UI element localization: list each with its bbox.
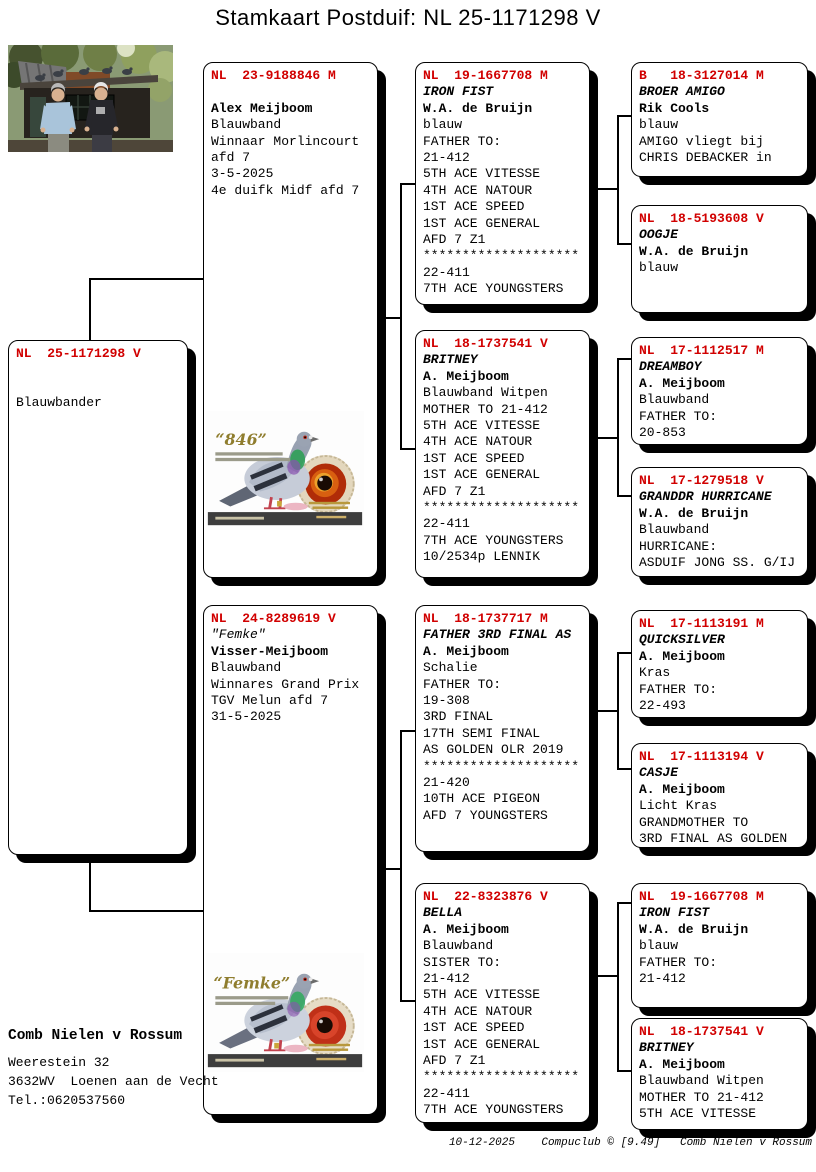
pedigree-text-line: afd 7 (211, 150, 251, 166)
pedigree-text-line: QUICKSILVER (639, 632, 725, 648)
pedigree-box-ggp6 (631, 743, 808, 848)
ring-number: NL 18-1737541 V (423, 336, 548, 351)
pedigree-text-line: 1ST ACE GENERAL (423, 215, 541, 231)
page-title: Stamkaart Postduif: NL 25-1171298 V (215, 5, 601, 30)
bar-text-blur (309, 1044, 350, 1046)
pedigree-text-line: Winnares Grand Prix (211, 676, 360, 692)
connector-segment (89, 855, 91, 911)
bar-text-blur (309, 502, 350, 504)
pedigree-text-line: AMIGO vliegt bij (639, 133, 764, 149)
pedigree-text-line: 20-853 (639, 425, 686, 441)
connector-segment (89, 910, 203, 912)
pedigree-text-line: ******************** (423, 1069, 580, 1085)
ring-number: B 18-3127014 M (639, 68, 764, 83)
footer-credit: 10-12-2025 Compuclub © [9.49] Comb Nielen v Rossum (448, 1137, 812, 1149)
connector-segment (617, 768, 631, 770)
pedigree-text-line: W.A. de Bruijn (639, 505, 749, 521)
pedigree-text-line: IRON FIST (423, 84, 494, 100)
pedigree-text-line (16, 362, 181, 378)
pedigree-text-line: MOTHER TO 21-412 (423, 401, 548, 417)
pedigree-box-ggp3 (631, 337, 808, 445)
pedigree-text-line: FATHER TO: (423, 676, 502, 692)
pedigree-text-line: MOTHER TO 21-412 (639, 1089, 764, 1105)
pigeon-photo-846 (206, 407, 364, 534)
pedigree-text-line: Blauwband (423, 938, 494, 954)
pedigree-text-line: blauw (639, 938, 679, 954)
bar-text-blur (316, 1058, 346, 1060)
ring-number: NL 17-1112517 M (639, 343, 764, 358)
pedigree-text-line: Kras (639, 665, 671, 681)
bar-text-blur (313, 1048, 349, 1050)
pedigree-text-line: Licht Kras (639, 798, 718, 814)
pedigree-text-line: FATHER TO: (639, 408, 718, 424)
pedigree-text-line: AS GOLDEN OLR 2019 (423, 742, 564, 758)
pedigree-text-line: 22-411 (423, 516, 470, 532)
pedigree-text-line: Blauwband (639, 392, 710, 408)
pedigree-text-line: 22-411 (423, 1085, 470, 1101)
pedigree-text-line: Schalie (423, 660, 478, 676)
pedigree-text-line: 1ST ACE SPEED (423, 199, 525, 215)
pedigree-text-line: ******************** (423, 248, 580, 264)
pedigree-text-line: 21-412 (423, 971, 470, 987)
connector-segment (378, 317, 400, 319)
connector-segment (400, 448, 415, 450)
connector-segment (378, 868, 400, 870)
pedigree-text-line: A. Meijboom (639, 781, 725, 797)
pedigree-text-line: 22-493 (639, 698, 686, 714)
connector-segment (400, 1000, 415, 1002)
pedigree-text-line: AFD 7 YOUNGSTERS (423, 807, 548, 823)
pedigree-text-line: A. Meijboom (423, 921, 509, 937)
connector-segment (617, 1070, 631, 1072)
ring-number: NL 18-1737717 M (423, 611, 548, 626)
pedigree-text-line (16, 379, 181, 395)
connector-segment (617, 115, 619, 244)
pedigree-text-line: Blauwband Witpen (423, 385, 548, 401)
pedigree-text-line: BRITNEY (639, 1040, 694, 1056)
pedigree-text-line: 31-5-2025 (211, 709, 282, 725)
pedigree-text-line: TGV Melun afd 7 (211, 693, 329, 709)
pedigree-text-line: 4e duifk Midf afd 7 (211, 182, 360, 198)
pedigree-text-line: Blauwband (639, 522, 710, 538)
pedigree-text-line: 5TH ACE VITESSE (423, 166, 541, 182)
pedigree-text-line: 5TH ACE VITESSE (423, 987, 541, 1003)
pedigree-text-line: Rik Cools (639, 100, 710, 116)
owner-address-line: 3632WV Loenen aan de Vecht (8, 1074, 219, 1089)
connector-segment (400, 730, 402, 1001)
pedigree-text-line: 3RD FINAL AS GOLDEN (639, 831, 788, 847)
connector-segment (617, 115, 631, 117)
pedigree-text-line: FATHER TO: (639, 954, 718, 970)
pedigree-text-line: ******************** (423, 758, 580, 774)
connector-segment (617, 652, 619, 769)
pedigree-box-grandfather-maternal (415, 605, 590, 852)
connector-segment (590, 437, 617, 439)
pedigree-box-ggp5 (631, 610, 808, 718)
pedigree-text-line: 10TH ACE PIGEON (423, 791, 541, 807)
pigeon-photo-femke (206, 949, 364, 1076)
pedigree-text-line: Visser-Meijboom (211, 643, 329, 659)
pigeon-name-label: “846” (215, 429, 267, 449)
pedigree-text-line: Blauwbander (16, 395, 102, 411)
ring-number: NL 18-1737541 V (639, 1024, 764, 1039)
pedigree-text-line: 21-412 (423, 150, 470, 166)
pedigree-text-line: blauw (423, 117, 463, 133)
pedigree-text-line: 7TH ACE YOUNGSTERS (423, 1102, 564, 1118)
pedigree-text-line: 4TH ACE NATOUR (423, 182, 533, 198)
pedigree-box-ggp7 (631, 883, 808, 1008)
pedigree-text-line: A. Meijboom (423, 643, 509, 659)
pedigree-text-line: 22-411 (423, 264, 470, 280)
pedigree-text-line: W.A. de Bruijn (639, 243, 749, 259)
pedigree-text-line: ******************** (423, 500, 580, 516)
pedigree-box-ggp4 (631, 467, 808, 577)
connector-segment (590, 975, 617, 977)
pedigree-text-line: A. Meijboom (423, 368, 509, 384)
connector-segment (617, 358, 631, 360)
pedigree-text-line: BELLA (423, 905, 463, 921)
loft-photo (8, 45, 173, 152)
connector-segment (617, 652, 631, 654)
ring-number: NL 25-1171298 V (16, 346, 141, 361)
pedigree-text-line: CASJE (639, 765, 679, 781)
pedigree-text-line: OOGJE (639, 227, 679, 243)
pedigree-text-line: FATHER 3RD FINAL AS (423, 627, 572, 643)
pedigree-text-line: W.A. de Bruijn (423, 100, 533, 116)
pedigree-text-line: ASDUIF JONG SS. G/IJ (639, 555, 796, 571)
pedigree-text-line: FATHER TO: (423, 133, 502, 149)
pedigree-box-grandfather-paternal (415, 62, 590, 305)
pedigree-text-line: 7TH ACE YOUNGSTERS (423, 281, 564, 297)
pedigree-text-line: 4TH ACE NATOUR (423, 434, 533, 450)
pedigree-text-line (211, 84, 371, 100)
pedigree-box-subject (8, 340, 188, 855)
pedigree-text-line: A. Meijboom (639, 375, 725, 391)
ring-number: NL 24-8289619 V (211, 611, 336, 626)
pedigree-box-ggp8 (631, 1018, 808, 1130)
pedigree-text-line: Blauwband Witpen (639, 1073, 764, 1089)
owner-phone: Tel.:0620537560 (8, 1093, 126, 1108)
connector-segment (400, 183, 402, 449)
owner-block (8, 1028, 219, 1110)
pedigree-text-line: 7TH ACE YOUNGSTERS (423, 532, 564, 548)
pedigree-text-line: GRANDMOTHER TO (639, 814, 749, 830)
connector-segment (590, 188, 617, 190)
bar-text-blur (313, 506, 349, 508)
connector-segment (400, 183, 415, 185)
pedigree-box-grandmother-maternal (415, 883, 590, 1123)
pedigree-text-line: blauw (639, 260, 679, 276)
ring-number: NL 17-1279518 V (639, 473, 764, 488)
pedigree-text-line: A. Meijboom (639, 648, 725, 664)
connector-segment (617, 902, 619, 1071)
pedigree-text-line: 5TH ACE VITESSE (639, 1106, 757, 1122)
pedigree-text-line: GRANDDR HURRICANE (639, 489, 772, 505)
pedigree-text-line: 19-308 (423, 693, 470, 709)
pedigree-text-line: DREAMBOY (639, 359, 702, 375)
pedigree-text-line: CHRIS DEBACKER in (639, 150, 772, 166)
pedigree-text-line: 1ST ACE SPEED (423, 1020, 525, 1036)
ring-number: NL 23-9188846 M (211, 68, 336, 83)
pedigree-text-line: Blauwband (211, 117, 282, 133)
ring-number: NL 17-1113191 M (639, 616, 764, 631)
connector-segment (590, 710, 617, 712)
pedigree-text-line: "Femke" (211, 627, 266, 643)
pedigree-text-line: 3-5-2025 (211, 166, 274, 182)
bar-text-blur (316, 516, 346, 518)
pedigree-box-grandmother-paternal (415, 330, 590, 578)
connector-segment (89, 278, 91, 341)
pedigree-text-line: blauw (639, 117, 679, 133)
pedigree-text-line: HURRICANE: (639, 538, 718, 554)
pedigree-text-line: SISTER TO: (423, 954, 502, 970)
pedigree-text-line: A. Meijboom (639, 1056, 725, 1072)
connector-segment (617, 902, 631, 904)
pedigree-box-ggp2 (631, 205, 808, 313)
pedigree-text-line: 1ST ACE SPEED (423, 450, 525, 466)
pedigree-box-ggp1 (631, 62, 808, 177)
pedigree-text-line: IRON FIST (639, 905, 710, 921)
pedigree-text-line: 1ST ACE GENERAL (423, 467, 541, 483)
owner-name: Comb Nielen v Rossum (8, 1028, 183, 1044)
pedigree-text-line: 17TH SEMI FINAL (423, 725, 541, 741)
pedigree-text-line: AFD 7 Z1 (423, 483, 486, 499)
caption-text-blur (215, 996, 288, 999)
pedigree-text-line: AFD 7 Z1 (423, 1053, 486, 1069)
ring-number: NL 22-8323876 V (423, 889, 548, 904)
connector-segment (617, 495, 631, 497)
pigeon-name-label: “Femke” (213, 973, 291, 993)
pedigree-text-line: Winnaar Morlincourt (211, 133, 360, 149)
pedigree-text-line: 21-420 (423, 775, 470, 791)
pedigree-box-mother (203, 605, 378, 1115)
caption-text-blur (215, 458, 290, 461)
pedigree-text-line: BROER AMIGO (639, 84, 725, 100)
pedigree-text-line: 10/2534p LENNIK (423, 549, 541, 565)
pedigree-text-line: AFD 7 Z1 (423, 232, 486, 248)
bar-text-blur (215, 517, 264, 520)
pedigree-text-line: FATHER TO: (639, 681, 718, 697)
ring-number: NL 19-1667708 M (423, 68, 548, 83)
ring-number: NL 18-5193608 V (639, 211, 764, 226)
pedigree-text-line: 3RD FINAL (423, 709, 494, 725)
pedigree-text-line: 5TH ACE VITESSE (423, 418, 541, 434)
pedigree-text-line: BRITNEY (423, 352, 478, 368)
pedigree-text-line: 4TH ACE NATOUR (423, 1003, 533, 1019)
ring-number: NL 19-1667708 M (639, 889, 764, 904)
ring-number: NL 17-1113194 V (639, 749, 764, 764)
connector-segment (89, 278, 203, 280)
pedigree-text-line: W.A. de Bruijn (639, 921, 749, 937)
bar-text-blur (215, 1059, 264, 1062)
connector-segment (617, 358, 619, 496)
connector-segment (617, 243, 631, 245)
caption-text-blur (215, 452, 282, 455)
caption-text-blur (215, 1002, 275, 1005)
owner-address-line: Weerestein 32 (8, 1055, 110, 1070)
pedigree-box-father (203, 62, 378, 578)
pedigree-text-line: Blauwband (211, 660, 282, 676)
pedigree-text-line: 21-412 (639, 971, 686, 987)
connector-segment (400, 730, 415, 732)
pedigree-text-line: Alex Meijboom (211, 100, 313, 116)
pedigree-text-line: 1ST ACE GENERAL (423, 1036, 541, 1052)
